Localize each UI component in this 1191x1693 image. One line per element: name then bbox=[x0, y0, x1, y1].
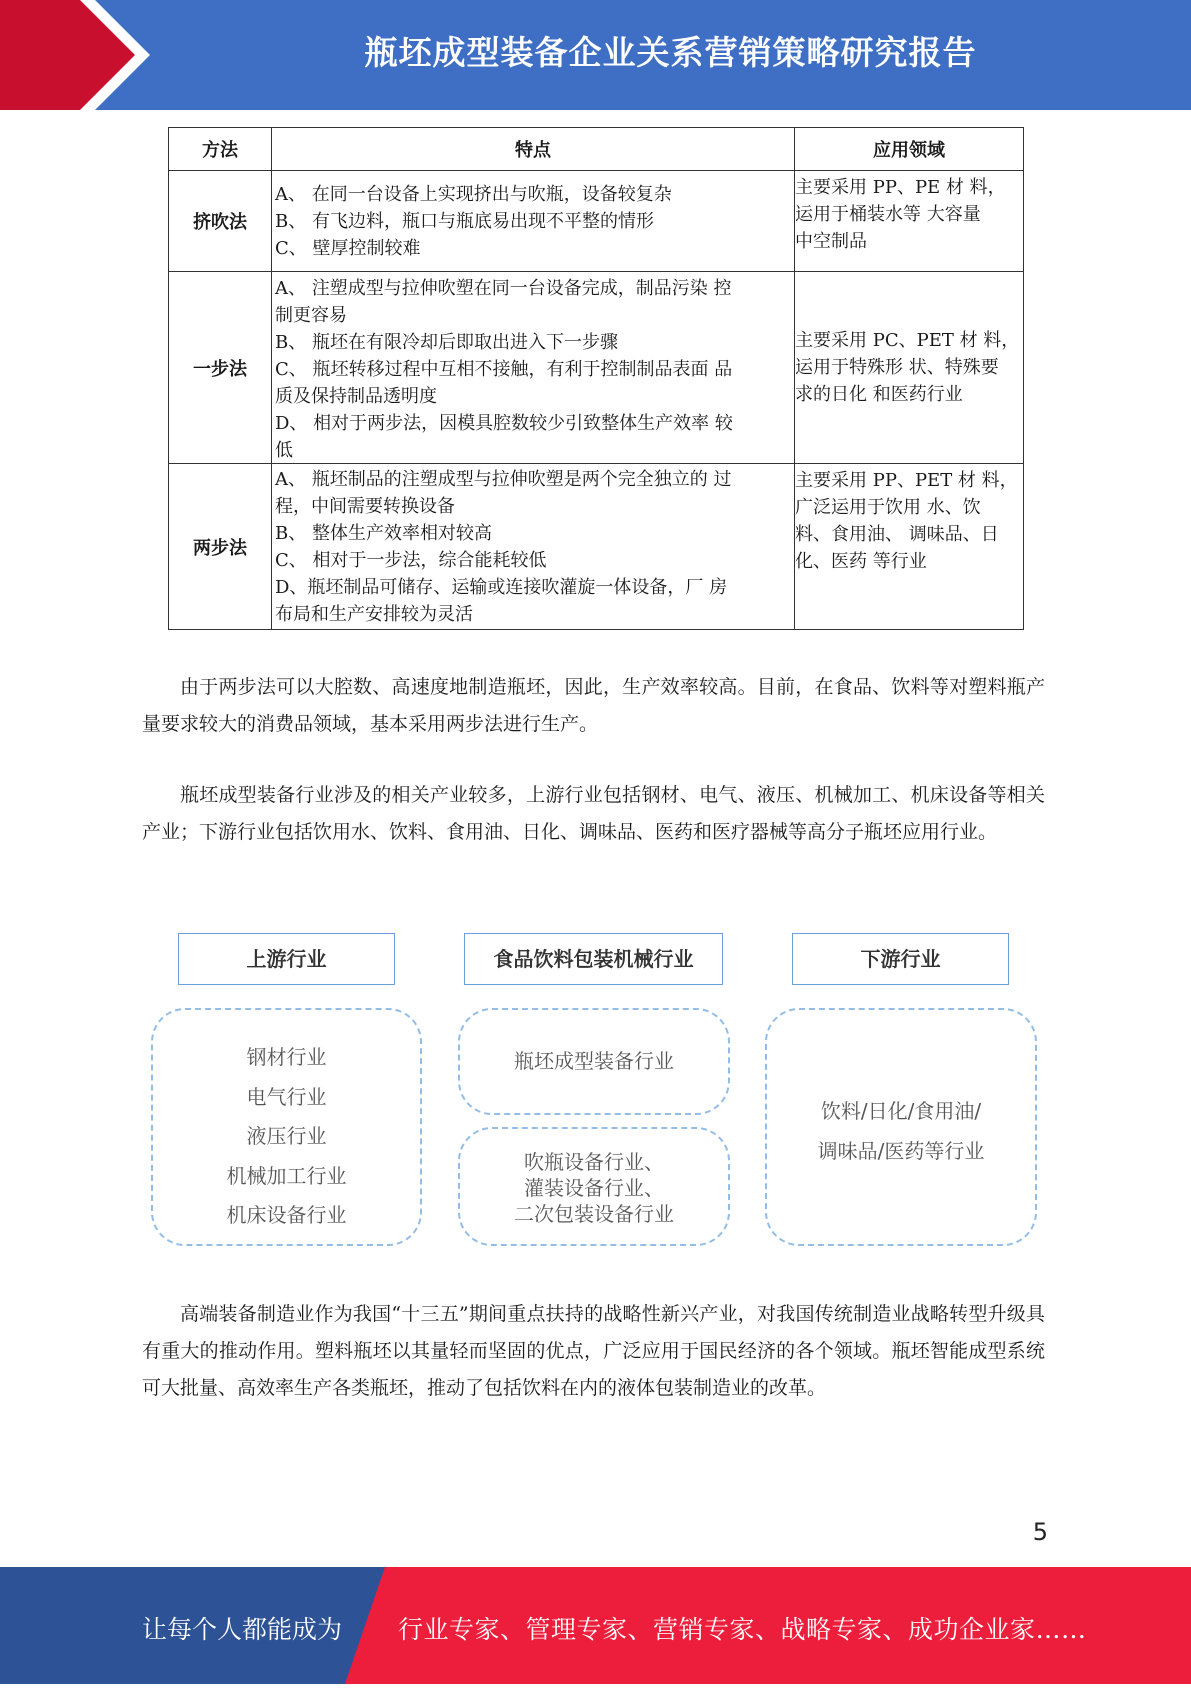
feature-line: 低 bbox=[275, 439, 293, 461]
page-header bbox=[0, 0, 1191, 110]
method-features bbox=[272, 272, 795, 464]
body-paragraph: 高端装备制造业作为我国“十三五”期间重点扶持的战略性新兴产业，对我国传统制造业战略转型升级具有重大的推动作用。塑料瓶坯以其量轻而坚固的优点，广泛应用于国民经济的各个领域。瓶坯智能成型系统可大批量、高效率生产各类瓶坯，推动了包括饮料在内的液体包装制造业的改革。 bbox=[142, 1303, 1045, 1399]
downstream-item: 饮料/日化/食用油/ bbox=[820, 1099, 982, 1123]
report-title: 瓶坯成型装备企业关系营销策略研究报告 bbox=[364, 33, 977, 72]
method-name: 两步法 bbox=[169, 464, 272, 630]
method-name: 一步法 bbox=[169, 272, 272, 464]
feature-line: 制更容易 bbox=[275, 304, 347, 326]
application-line: 中空制品 bbox=[795, 231, 867, 252]
upstream-item: 电气行业 bbox=[246, 1084, 327, 1109]
application-line: 主要采用 PP、PET 材 料， bbox=[795, 470, 1018, 491]
table-row bbox=[169, 171, 1024, 272]
page-number: 5 bbox=[1032, 1518, 1048, 1546]
application-line: 运用于桶装水等 大容量 bbox=[795, 204, 981, 225]
feature-line: A、 瓶坯制品的注塑成型与拉伸吹塑是两个完全独立的 过 bbox=[275, 468, 732, 490]
header-method: 方法 bbox=[169, 128, 272, 171]
method-application bbox=[795, 171, 1024, 272]
method-name: 挤吹法 bbox=[169, 171, 272, 272]
downstream-item: 调味品/医药等行业 bbox=[817, 1139, 985, 1163]
application-line: 化、医药 等行业 bbox=[795, 551, 927, 572]
feature-line: 布局和生产安排较为灵活 bbox=[275, 603, 473, 625]
body-paragraph: 由于两步法可以大腔数、高速度地制造瓶坯，因此，生产效率较高。目前，在食品、饮料等对塑料瓶产量要求较大的消费品领域，基本采用两步法进行生产。 bbox=[142, 676, 1045, 735]
method-features bbox=[272, 464, 795, 630]
feature-line: C、 壁厚控制较难 bbox=[275, 237, 421, 259]
upstream-item: 液压行业 bbox=[246, 1124, 327, 1148]
feature-line: B、 有飞边料，瓶口与瓶底易出现不平整的情形 bbox=[275, 210, 654, 232]
table-header-row bbox=[169, 128, 1024, 171]
feature-line: C、 相对于一步法，综合能耗较低 bbox=[275, 549, 547, 571]
upstream-item: 钢材行业 bbox=[246, 1045, 327, 1069]
upstream-box bbox=[151, 1008, 422, 1246]
middle-item: 灌装设备行业、 bbox=[524, 1176, 664, 1200]
upstream-item: 机床设备行业 bbox=[226, 1203, 347, 1227]
header-features: 特点 bbox=[272, 128, 795, 171]
application-line: 运用于特殊形 状、特殊要 bbox=[795, 357, 999, 378]
application-line: 广泛运用于饮用 水、饮 bbox=[795, 497, 981, 518]
downstream-box bbox=[765, 1008, 1037, 1246]
feature-line: 程，中间需要转换设备 bbox=[275, 495, 455, 517]
footer-slogan-right: 行业专家、管理专家、营销专家、战略专家、成功企业家…… bbox=[398, 1615, 1087, 1644]
middle-item: 吹瓶设备行业、 bbox=[524, 1150, 664, 1174]
downstream-title: 下游行业 bbox=[792, 933, 1009, 985]
feature-line: A、 在同一台设备上实现挤出与吹瓶，设备较复杂 bbox=[275, 183, 672, 205]
application-line: 主要采用 PC、PET 材 料， bbox=[795, 330, 1020, 351]
feature-line: 质及保持制品透明度 bbox=[275, 385, 437, 407]
body-paragraph: 瓶坯成型装备行业涉及的相关产业较多，上游行业包括钢材、电气、液压、机械加工、机床设备等相关产业；下游行业包括饮用水、饮料、食用油、日化、调味品、医药和医疗器械等高分子瓶坯应用行业。 bbox=[142, 784, 1045, 843]
feature-line: D、 相对于两步法，因模具腔数较少引致整体生产效率 较 bbox=[275, 412, 733, 434]
application-line: 求的日化 和医药行业 bbox=[795, 384, 963, 405]
middle-title: 食品饮料包装机械行业 bbox=[464, 933, 723, 985]
application-line: 料、食用油、 调味品、日 bbox=[795, 524, 999, 545]
table-row bbox=[169, 464, 1024, 630]
feature-line: B、 瓶坯在有限冷却后即取出进入下一步骤 bbox=[275, 331, 618, 353]
middle-box-text: 瓶坯成型装备行业 bbox=[514, 1049, 674, 1073]
method-features bbox=[272, 171, 795, 272]
method-application bbox=[795, 464, 1024, 630]
page-footer bbox=[0, 1567, 1191, 1684]
middle-box-preform bbox=[458, 1008, 730, 1115]
header-application: 应用领域 bbox=[795, 128, 1024, 171]
table-row bbox=[169, 272, 1024, 464]
middle-item: 二次包装设备行业 bbox=[514, 1202, 674, 1226]
feature-line: C、 瓶坯转移过程中互相不接触，有利于控制制品表面 品 bbox=[275, 358, 733, 380]
method-application bbox=[795, 272, 1024, 464]
feature-line: B、 整体生产效率相对较高 bbox=[275, 522, 492, 544]
footer-slogan-left: 让每个人都能成为 bbox=[142, 1615, 343, 1644]
feature-line: D、瓶坯制品可储存、运输或连接吹灌旋一体设备，厂 房 bbox=[275, 576, 728, 598]
upstream-item: 机械加工行业 bbox=[226, 1163, 347, 1188]
middle-box-equipment bbox=[458, 1127, 730, 1246]
application-line: 主要采用 PP、PE 材 料， bbox=[795, 177, 1006, 198]
feature-line: A、 注塑成型与拉伸吹塑在同一台设备完成，制品污染 控 bbox=[275, 277, 732, 299]
methods-table bbox=[168, 127, 1024, 630]
upstream-title: 上游行业 bbox=[178, 933, 395, 985]
